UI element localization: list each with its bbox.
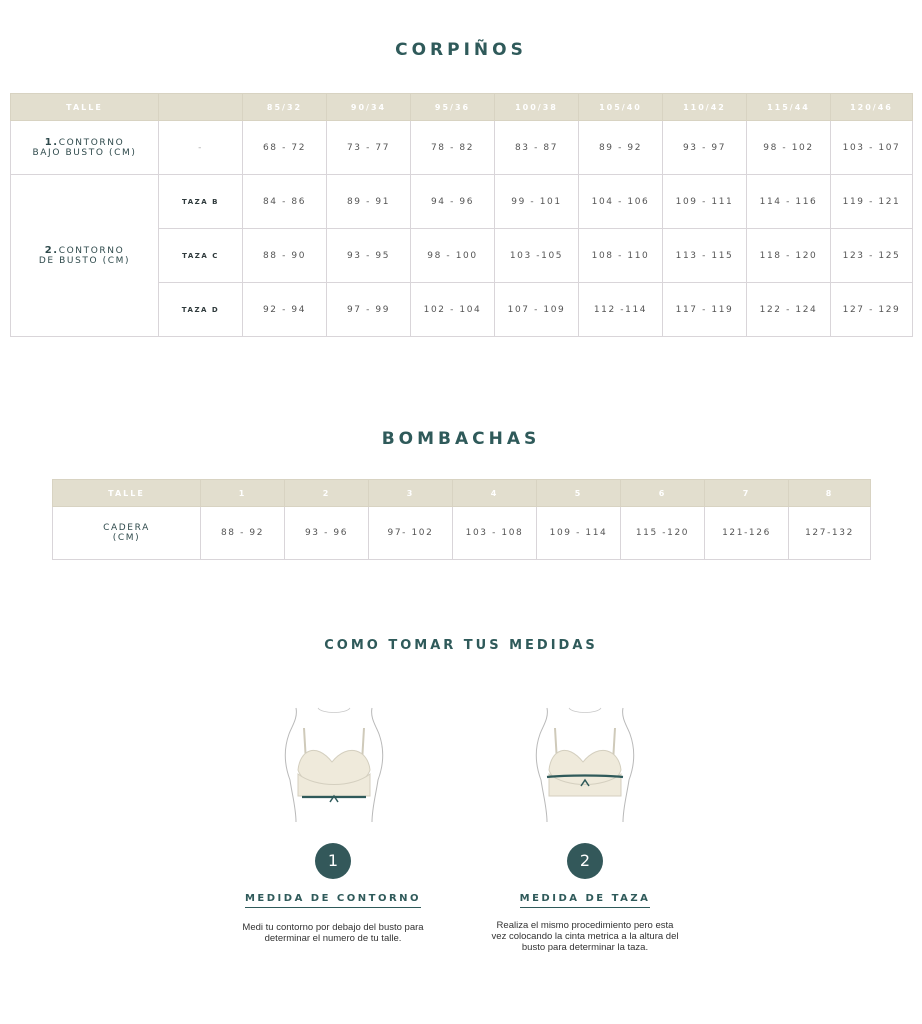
bombachas-title: BOMBACHAS — [381, 429, 541, 449]
bombachas-header-row — [53, 480, 871, 507]
table-row — [11, 175, 913, 229]
corpinos-title: CORPIÑOS — [395, 40, 527, 60]
row-label-cadera — [53, 507, 201, 560]
cup-label: TAZA C — [159, 229, 243, 283]
table-cell: 119 - 121 — [831, 175, 913, 229]
step-title: MEDIDA DE CONTORNO — [245, 893, 421, 908]
row-label-contorno-busto — [11, 175, 159, 337]
header-size: 5 — [537, 480, 621, 507]
header-size: 85/32 — [243, 94, 327, 121]
table-cell: 107 - 109 — [495, 283, 579, 337]
header-size: 105/40 — [579, 94, 663, 121]
table-cell: 94 - 96 — [411, 175, 495, 229]
table-cell: 112 -114 — [579, 283, 663, 337]
row-label-number: 2. — [44, 244, 59, 256]
table-cell: 68 - 72 — [243, 121, 327, 175]
step-description: Realiza el mismo procedimiento pero esta vez colocando la cinta metrica a la altura del busto para determinar la taza. — [491, 920, 679, 953]
step-number-badge: 2 — [567, 843, 603, 879]
table-cell: 122 - 124 — [747, 283, 831, 337]
table-cell: 123 - 125 — [831, 229, 913, 283]
table-cell: 97- 102 — [369, 507, 453, 560]
row-sub-dash: - — [159, 121, 243, 175]
table-cell: 78 - 82 — [411, 121, 495, 175]
row-label-line1: CONTORNO — [58, 137, 125, 148]
table-row — [11, 121, 913, 175]
table-cell: 127 - 129 — [831, 283, 913, 337]
step-number-badge: 1 — [315, 843, 351, 879]
table-cell: 92 - 94 — [243, 283, 327, 337]
corpinos-size-table — [10, 93, 913, 337]
bra-contorno-illustration — [282, 704, 386, 828]
table-cell: 89 - 92 — [579, 121, 663, 175]
row-label-line2: BAJO BUSTO (CM) — [32, 147, 137, 158]
corpinos-header-row — [11, 94, 913, 121]
table-cell: 93 - 97 — [663, 121, 747, 175]
bra-taza-illustration — [533, 704, 637, 828]
table-cell: 93 - 96 — [285, 507, 369, 560]
cup-label: TAZA D — [159, 283, 243, 337]
step-medida-contorno — [238, 843, 428, 944]
header-blank — [159, 94, 243, 121]
bombachas-size-table — [52, 479, 871, 560]
table-cell: 103 - 108 — [453, 507, 537, 560]
table-cell: 73 - 77 — [327, 121, 411, 175]
header-size: 115/44 — [747, 94, 831, 121]
table-cell: 84 - 86 — [243, 175, 327, 229]
table-cell: 117 - 119 — [663, 283, 747, 337]
header-size: 4 — [453, 480, 537, 507]
header-size: 110/42 — [663, 94, 747, 121]
row-label-number: 1. — [44, 136, 59, 148]
header-size: 3 — [369, 480, 453, 507]
table-cell: 127-132 — [789, 507, 871, 560]
step-title: MEDIDA DE TAZA — [520, 893, 651, 908]
header-size: 6 — [621, 480, 705, 507]
table-cell: 98 - 102 — [747, 121, 831, 175]
table-cell: 109 - 114 — [537, 507, 621, 560]
medidas-title: COMO TOMAR TUS MEDIDAS — [324, 638, 598, 653]
row-label-line2: DE BUSTO (CM) — [38, 255, 131, 266]
header-size: 120/46 — [831, 94, 913, 121]
header-size: 100/38 — [495, 94, 579, 121]
row-label-line1: CONTORNO — [58, 245, 125, 256]
table-cell: 88 - 90 — [243, 229, 327, 283]
header-size: 1 — [201, 480, 285, 507]
header-talle: TALLE — [53, 480, 201, 507]
table-cell: 98 - 100 — [411, 229, 495, 283]
table-cell: 99 - 101 — [495, 175, 579, 229]
table-cell: 97 - 99 — [327, 283, 411, 337]
row-label-bajo-busto — [11, 121, 159, 175]
step-description: Medi tu contorno por debajo del busto para determinar el numero de tu talle. — [242, 922, 424, 944]
header-size: 2 — [285, 480, 369, 507]
row-label-line1: CADERA — [103, 523, 150, 533]
table-cell: 104 - 106 — [579, 175, 663, 229]
table-cell: 113 - 115 — [663, 229, 747, 283]
table-row — [53, 507, 871, 560]
cup-label: TAZA B — [159, 175, 243, 229]
header-talle: TALLE — [11, 94, 159, 121]
table-cell: 93 - 95 — [327, 229, 411, 283]
header-size: 7 — [705, 480, 789, 507]
header-size: 8 — [789, 480, 871, 507]
header-size: 90/34 — [327, 94, 411, 121]
table-cell: 102 - 104 — [411, 283, 495, 337]
row-label-line2: (CM) — [112, 533, 141, 543]
table-cell: 115 -120 — [621, 507, 705, 560]
table-cell: 118 - 120 — [747, 229, 831, 283]
table-cell: 88 - 92 — [201, 507, 285, 560]
table-cell: 89 - 91 — [327, 175, 411, 229]
table-cell: 114 - 116 — [747, 175, 831, 229]
step-medida-taza — [485, 843, 685, 953]
table-cell: 109 - 111 — [663, 175, 747, 229]
table-cell: 83 - 87 — [495, 121, 579, 175]
table-cell: 108 - 110 — [579, 229, 663, 283]
header-size: 95/36 — [411, 94, 495, 121]
table-cell: 103 - 107 — [831, 121, 913, 175]
table-cell: 103 -105 — [495, 229, 579, 283]
table-cell: 121-126 — [705, 507, 789, 560]
